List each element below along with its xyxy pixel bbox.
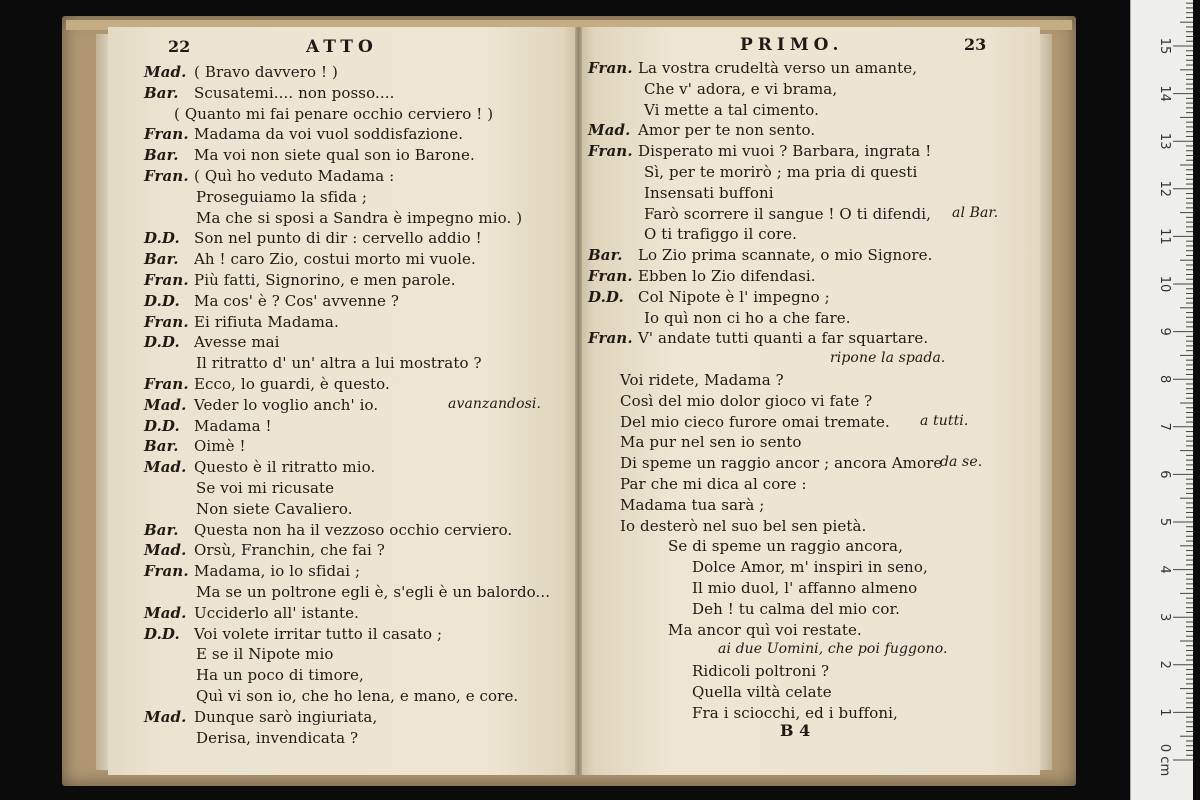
ruler-label: 7 (1157, 422, 1172, 431)
verse-line: Se voi mi ricusate (196, 479, 335, 497)
verse-line: Dunque sarò ingiuriata, (194, 707, 378, 726)
verse-line: Amor per te non sento. (638, 121, 816, 140)
speaker-label: Fran. (144, 562, 189, 581)
verse-line: Madama da voi vuol soddisfazione. (194, 125, 464, 144)
ruler-label: 11 (1157, 228, 1172, 245)
verse-line: Il ritratto d' un' altra a lui mostrato ? (196, 354, 482, 373)
ruler-label: 4 (1157, 565, 1172, 574)
verse-line: Ma che si sposi a Sandra è impegno mio. ) (196, 208, 523, 227)
verse-line: Ma pur nel sen io sento (620, 433, 802, 452)
verse-line: Questa non ha il vezzoso occhio cerviero. (194, 520, 513, 539)
speaker-label: Bar. (588, 246, 623, 265)
verse-line: Fra i sciocchi, ed i buffoni, (692, 703, 898, 722)
speaker-label: Mad. (144, 603, 187, 622)
verse-line: V' andate tutti quanti a far squartare. (638, 329, 929, 348)
verse-line: ( Quì ho veduto Madama : (194, 167, 395, 185)
verse-line: Così del mio dolor gioco vi fate ? (620, 391, 873, 410)
verse-line: Ha un poco di timore, (196, 666, 364, 685)
verse-line: Par che mi dica al core : (620, 475, 807, 493)
verse-line: Se di speme un raggio ancora, (668, 537, 903, 556)
verse-line: ( Quanto mi fai penare occhio cerviero ! ) (174, 104, 494, 123)
verse-line: Ridicoli poltroni ? (692, 662, 830, 681)
verse-line: Lo Zio prima scannate, o mio Signore. (638, 246, 933, 265)
measurement-ruler (1130, 0, 1193, 800)
verse-line: Ebben lo Zio difendasi. (638, 267, 816, 285)
verse-line: Disperato mi vuoi ? Barbara, ingrata ! (638, 142, 932, 161)
verse-line: Scusatemi.... non posso.... (194, 83, 395, 102)
ruler-label: 10 (1157, 275, 1172, 293)
speaker-label: D.D. (144, 416, 180, 435)
page-number-left: 22 (168, 37, 191, 56)
verse-line: Ma se un poltrone egli è, s'egli è un balordo... (196, 583, 551, 601)
speaker-label: Bar. (144, 520, 179, 539)
speaker-label: Fran. (144, 125, 189, 144)
verse-line: Del mio cieco furore omai tremate. (620, 412, 890, 431)
verse-line: Io quì non ci ho a che fare. (644, 308, 851, 327)
stage-direction: da se. (940, 454, 983, 471)
speaker-label: Fran. (144, 375, 189, 393)
verse-line: Ecco, lo guardi, è questo. (194, 375, 390, 393)
stage-direction: avanzandosi. (448, 395, 542, 412)
speaker-label: D.D. (144, 229, 180, 248)
verse-line: Sì, per te morirò ; ma pria di questi (644, 163, 918, 181)
verse-line: Questo è il ritratto mio. (194, 458, 376, 477)
verse-line: Non siete Cavaliero. (196, 499, 353, 518)
page-number-right: 23 (964, 35, 987, 54)
speaker-label: Mad. (144, 458, 187, 477)
verse-line: Deh ! tu calma del mio cor. (692, 599, 900, 618)
verse-line: Oimè ! (194, 437, 246, 456)
ruler-label: 0 cm (1157, 743, 1172, 777)
ruler-label: 1 (1157, 708, 1172, 717)
speaker-label: Fran. (588, 142, 633, 161)
verse-line: Madama, io lo sfidai ; (194, 562, 361, 581)
verse-line: Che v' adora, e vi brama, (644, 79, 838, 98)
verse-line: Madama tua sarà ; (620, 495, 765, 514)
verse-line: E se il Nipote mio (196, 645, 334, 664)
verse-line: Voi volete irritar tutto il casato ; (194, 624, 443, 643)
verse-line: Farò scorrere il sangue ! O ti difendi, (644, 204, 932, 223)
verse-line: Ei rifiuta Madama. (194, 312, 339, 331)
ruler-label: 6 (1157, 470, 1172, 479)
left-page (108, 27, 578, 775)
stage-direction: a tutti. (920, 412, 969, 429)
verse-line: Vi mette a tal cimento. (644, 100, 820, 119)
speaker-label: Mad. (144, 541, 187, 560)
verse-line: Col Nipote è l' impegno ; (638, 287, 830, 306)
verse-line: Io desterò nel suo bel sen pietà. (620, 516, 867, 535)
book-gutter (575, 27, 582, 775)
verse-line: Quella viltà celate (692, 683, 832, 701)
verse-line: Derisa, invendicata ? (196, 728, 359, 747)
speaker-label: Mad. (588, 121, 631, 140)
ruler-label: 14 (1157, 85, 1172, 102)
verse-line: Ma cos' è ? Cos' avvenne ? (194, 291, 400, 310)
speaker-label: Mad. (144, 707, 187, 726)
stage-direction: ripone la spada. (830, 350, 946, 367)
speaker-label: Fran. (144, 167, 189, 185)
speaker-label: Fran. (588, 59, 633, 77)
speaker-label: Bar. (144, 83, 179, 102)
ruler-label: 8 (1157, 375, 1172, 384)
verse-line: Orsù, Franchin, che fai ? (194, 541, 385, 560)
running-head-left: ATTO (306, 37, 378, 57)
speaker-label: Mad. (144, 63, 187, 81)
verse-line: Dolce Amor, m' inspiri in seno, (692, 558, 928, 577)
ruler-label: 12 (1157, 180, 1172, 198)
verse-line: Madama ! (194, 416, 272, 435)
verse-line: Quì vi son io, che ho lena, e mano, e core. (196, 687, 519, 705)
verse-line: Insensati buffoni (644, 183, 774, 202)
speaker-label: D.D. (144, 624, 180, 643)
verse-line: Ucciderlo all' istante. (194, 603, 360, 622)
verse-line: ( Bravo davvero ! ) (194, 63, 338, 81)
ruler-label: 5 (1157, 517, 1172, 527)
verse-line: Più fatti, Signorino, e men parole. (194, 271, 456, 289)
right-page (580, 27, 1040, 775)
verse-line: La vostra crudeltà verso un amante, (638, 59, 918, 77)
verse-line: Ah ! caro Zio, costui morto mi vuole. (194, 250, 476, 269)
speaker-label: D.D. (144, 291, 180, 310)
stage-direction: ai due Uomini, che poi fuggono. (718, 641, 948, 658)
ruler-label: 13 (1157, 132, 1172, 150)
running-head-right: PRIMO. (740, 35, 844, 55)
verse-line: O ti trafiggo il core. (644, 225, 797, 244)
verse-line: Ma voi non siete qual son io Barone. (194, 146, 475, 165)
speaker-label: D.D. (144, 333, 180, 352)
speaker-label: Fran. (588, 329, 633, 348)
verse-line: Proseguiamo la sfida ; (196, 187, 368, 206)
verse-line: Son nel punto di dir : cervello addio ! (194, 229, 482, 248)
verse-line: Il mio duol, l' affanno almeno (692, 579, 918, 597)
page-stack-right (1038, 34, 1052, 770)
signature-mark: B 4 (780, 721, 811, 740)
speaker-label: Fran. (588, 267, 633, 285)
ruler-label: 2 (1157, 660, 1172, 669)
ruler-label: 15 (1157, 37, 1172, 55)
verse-line: Di speme un raggio ancor ; ancora Amore (620, 454, 943, 473)
ruler-scale (1131, 0, 1193, 800)
speaker-label: D.D. (588, 287, 624, 306)
verse-line: Ma ancor quì voi restate. (668, 620, 862, 639)
ruler-label: 3 (1157, 613, 1172, 622)
verse-line: Avesse mai (194, 333, 280, 352)
speaker-label: Bar. (144, 250, 179, 269)
stage-direction: al Bar. (952, 204, 999, 221)
verse-line: Voi ridete, Madama ? (620, 371, 784, 389)
speaker-label: Mad. (144, 395, 187, 414)
verse-line: Veder lo voglio anch' io. (194, 395, 379, 414)
speaker-label: Bar. (144, 146, 179, 165)
ruler-label: 9 (1157, 327, 1172, 336)
speaker-label: Bar. (144, 437, 179, 456)
speaker-label: Fran. (144, 312, 189, 331)
speaker-label: Fran. (144, 271, 189, 289)
